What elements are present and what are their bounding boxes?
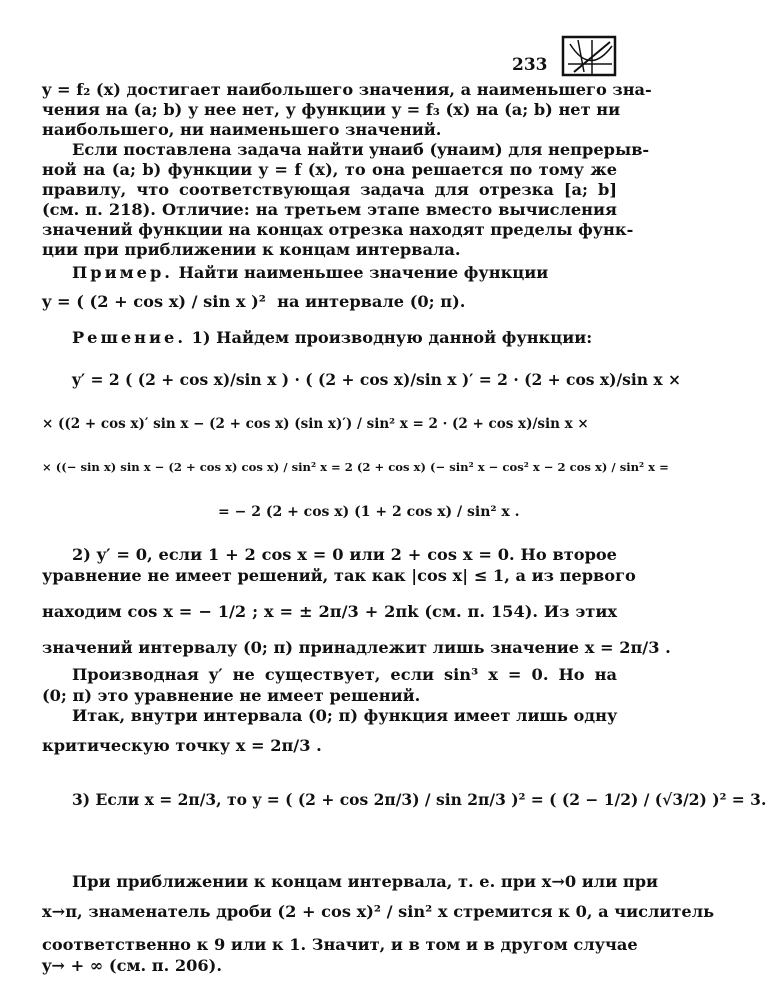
para5-line-4: y→ + ∞ (см. п. 206). xyxy=(42,956,222,975)
example-formula-line xyxy=(42,292,617,311)
step2-line-4: значений интервалу (0; π) принадлежит лишь значение x = 2π/3 . xyxy=(42,638,671,657)
para1-line-1: y = f₂ (x) достигает наибольшего значения, а наименьшего зна- xyxy=(42,80,652,99)
example-function: y = ( (2 + cos x) / sin x )² xyxy=(42,292,266,311)
derivative-line-3: × ((− sin x) sin x − (2 + cos x) cos x) / sin² x = 2 (2 + cos x) (− sin² x − cos² x − 2 cos x) / sin² x = xyxy=(42,460,669,474)
para2-line-1: Если поставлена задача найти yнаиб (yнаим) для непрерыв- xyxy=(72,140,650,159)
example-label: Пример. xyxy=(72,263,173,282)
para2-line-6: ции при приближении к концам интервала. xyxy=(42,240,461,259)
para5-line-1: При приближении к концам интервала, т. е. при x→0 или при xyxy=(72,872,659,891)
para2-line-3: правилу, что соответствующая задача для отрезка [a; b] xyxy=(42,180,617,199)
para5-line-2: x→π, знаменатель дроби (2 + cos x)² / sin² x стремится к 0, а числитель xyxy=(42,902,715,921)
derivative-line-2: × ((2 + cos x)′ sin x − (2 + cos x) (sin x)′) / sin² x = 2 · (2 + cos x)/sin x × xyxy=(42,416,589,432)
solution-text: 1) Найдем производную данной функции: xyxy=(191,328,593,347)
para1-line-3: наибольшего, ни наименьшего значений. xyxy=(42,120,442,139)
page-number: 233 xyxy=(512,55,548,75)
derivative-line-1: y′ = 2 ( (2 + cos x)/sin x ) · ( (2 + cos x)/sin x )′ = 2 · (2 + cos x)/sin x × xyxy=(72,370,682,389)
example-heading xyxy=(72,263,617,282)
example-interval: на интервале (0; π). xyxy=(277,292,466,311)
para1-line-2: чения на (a; b) у нее нет, у функции y = f₃ (x) на (a; b) нет ни xyxy=(42,100,621,119)
para4-line-2: критическую точку x = 2π/3 . xyxy=(42,736,322,755)
para2-line-4: (см. п. 218). Отличие: на третьем этапе вместо вычисления xyxy=(42,200,617,219)
para3-line-1: Производная y′ не существует, если sin³ x = 0. Но на xyxy=(72,665,617,684)
para4-line-1: Итак, внутри интервала (0; π) функция имеет лишь одну xyxy=(72,706,618,725)
step2-line-1: 2) y′ = 0, если 1 + 2 cos x = 0 или 2 + cos x = 0. Но второе xyxy=(72,545,617,564)
solution-heading xyxy=(72,328,617,347)
function-graph-icon xyxy=(562,36,616,76)
derivative-line-4: = − 2 (2 + cos x) (1 + 2 cos x) / sin² x . xyxy=(218,504,520,520)
para2-line-5: значений функции на концах отрезка находят пределы функ- xyxy=(42,220,634,239)
para3-line-2: (0; π) это уравнение не имеет решений. xyxy=(42,686,421,705)
step3-formula: 3) Если x = 2π/3, то y = ( (2 + cos 2π/3) / sin 2π/3 )² = ( (2 − 1/2) / (√3/2) )² = 3. xyxy=(72,790,766,809)
para5-line-3: соответственно к 9 или к 1. Значит, и в том и в другом случае xyxy=(42,935,638,954)
para2-line-2: ной на (a; b) функции y = f (x), то она решается по тому же xyxy=(42,160,617,179)
example-text: Найти наименьшее значение функции xyxy=(178,263,549,282)
solution-label: Решение. xyxy=(72,328,186,347)
step2-line-2: уравнение не имеет решений, так как |cos x| ≤ 1, а из первого xyxy=(42,566,636,585)
step2-line-3: находим cos x = − 1/2 ; x = ± 2π/3 + 2πk (см. п. 154). Из этих xyxy=(42,602,617,621)
